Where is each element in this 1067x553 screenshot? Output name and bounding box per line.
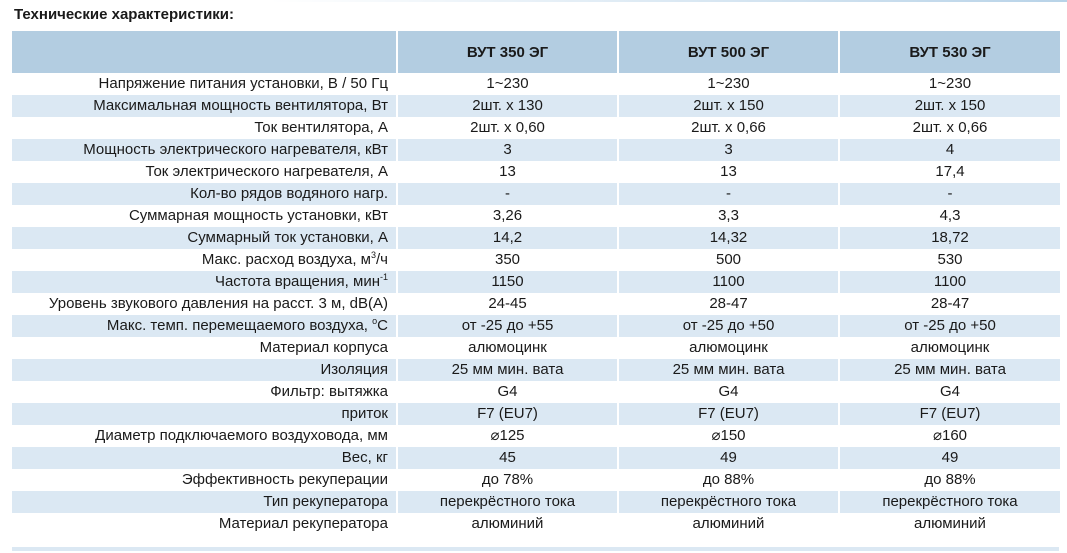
value-cell: 13 (619, 161, 838, 183)
row-label-text: Суммарный ток установки, А (187, 229, 388, 246)
row-label-text: Эффективность рекуперации (181, 471, 388, 488)
header-corner-cell (12, 31, 396, 73)
row-label-text: приток (341, 405, 388, 422)
row-label (12, 337, 396, 359)
value-cell: 14,2 (398, 227, 617, 249)
row-label (12, 447, 396, 469)
value-cell: 3 (619, 139, 838, 161)
table-row (12, 139, 1060, 161)
value-cell: 25 мм мин. вата (398, 359, 617, 381)
value-cell: 1150 (398, 271, 617, 293)
column-header-vut-350: ВУТ 350 ЭГ (398, 31, 617, 73)
table-row (12, 183, 1060, 205)
value-cell: - (840, 183, 1060, 205)
row-label-text: Частота вращения, мин (214, 273, 380, 290)
table-row (12, 425, 1060, 447)
row-label (12, 205, 396, 227)
row-label (12, 73, 396, 95)
value-cell: 3,26 (398, 205, 617, 227)
value-cell: 2шт. х 130 (398, 95, 617, 117)
row-label (12, 513, 396, 535)
value-cell: перекрёстного тока (840, 491, 1060, 513)
table-row (12, 73, 1060, 95)
value-cell: ⌀125 (398, 425, 617, 447)
value-cell: 17,4 (840, 161, 1060, 183)
value-cell: G4 (398, 381, 617, 403)
row-label-suffix: С (377, 317, 388, 334)
row-label (12, 293, 396, 315)
table-row (12, 161, 1060, 183)
value-cell: до 88% (840, 469, 1060, 491)
value-cell: перекрёстного тока (619, 491, 838, 513)
value-cell: 2шт. х 0,66 (840, 117, 1060, 139)
row-label (12, 249, 396, 271)
value-cell: 3,3 (619, 205, 838, 227)
value-cell: от -25 до +50 (619, 315, 838, 337)
row-label (12, 315, 396, 337)
value-cell: 13 (398, 161, 617, 183)
row-label (12, 117, 396, 139)
value-cell: от -25 до +50 (840, 315, 1060, 337)
value-cell: 2шт. х 150 (840, 95, 1060, 117)
row-label-text: Материал корпуса (259, 339, 388, 356)
row-label-superscript: 3 (371, 250, 377, 260)
value-cell: до 88% (619, 469, 838, 491)
table-row (12, 447, 1060, 469)
value-cell: G4 (619, 381, 838, 403)
value-cell: 1~230 (398, 73, 617, 95)
value-cell: 4 (840, 139, 1060, 161)
header-rule (270, 0, 1067, 2)
row-label-text: Мощность электрического нагревателя, кВт (83, 141, 388, 158)
table-row (12, 95, 1060, 117)
table-row (12, 513, 1060, 535)
value-cell: ⌀150 (619, 425, 838, 447)
row-label (12, 425, 396, 447)
table-row (12, 249, 1060, 271)
value-cell: 530 (840, 249, 1060, 271)
row-label-text: Макс. темп. перемещаемого воздуха, (106, 317, 373, 334)
value-cell: 49 (840, 447, 1060, 469)
value-cell: 18,72 (840, 227, 1060, 249)
row-label-superscript: -1 (379, 272, 388, 282)
row-label (12, 381, 396, 403)
row-label-superscript: о (372, 316, 378, 326)
value-cell: 45 (398, 447, 617, 469)
row-label (12, 403, 396, 425)
value-cell: перекрёстного тока (398, 491, 617, 513)
table-body (12, 73, 1060, 535)
value-cell: - (398, 183, 617, 205)
value-cell: 14,32 (619, 227, 838, 249)
value-cell: 1~230 (619, 73, 838, 95)
value-cell: алюминий (840, 513, 1060, 535)
table-row (12, 227, 1060, 249)
value-cell: 4,3 (840, 205, 1060, 227)
column-header-vut-500: ВУТ 500 ЭГ (619, 31, 838, 73)
value-cell: до 78% (398, 469, 617, 491)
value-cell: 49 (619, 447, 838, 469)
value-cell: 1100 (619, 271, 838, 293)
value-cell: 25 мм мин. вата (840, 359, 1060, 381)
table-row (12, 469, 1060, 491)
row-label-text: Максимальная мощность вентилятора, Вт (93, 97, 388, 114)
row-label (12, 139, 396, 161)
value-cell: F7 (EU7) (619, 403, 838, 425)
value-cell: 28-47 (840, 293, 1060, 315)
value-cell: F7 (EU7) (398, 403, 617, 425)
value-cell: 2шт. х 0,60 (398, 117, 617, 139)
value-cell: G4 (840, 381, 1060, 403)
row-label-text: Фильтр: вытяжка (270, 383, 388, 400)
table-header-row (12, 31, 1060, 73)
row-label-suffix: /ч (376, 251, 388, 268)
page-title: Технические характеристики: (14, 6, 235, 23)
table-row (12, 205, 1060, 227)
row-label-text: Кол-во рядов водяного нагр. (190, 185, 388, 202)
value-cell: 3 (398, 139, 617, 161)
row-label-text: Тип рекуператора (263, 493, 388, 510)
value-cell: - (619, 183, 838, 205)
value-cell: 1~230 (840, 73, 1060, 95)
value-cell: 24-45 (398, 293, 617, 315)
row-label-text: Диаметр подключаемого воздуховода, мм (95, 427, 388, 444)
value-cell: алюмоцинк (619, 337, 838, 359)
table-row (12, 403, 1060, 425)
table-row (12, 117, 1060, 139)
row-label-text: Ток вентилятора, А (254, 119, 388, 136)
value-cell: 500 (619, 249, 838, 271)
table-row (12, 271, 1060, 293)
row-label (12, 227, 396, 249)
row-label (12, 271, 396, 293)
value-cell: 28-47 (619, 293, 838, 315)
value-cell: ⌀160 (840, 425, 1060, 447)
table-row (12, 337, 1060, 359)
row-label (12, 359, 396, 381)
table-row (12, 491, 1060, 513)
row-label (12, 183, 396, 205)
row-label (12, 161, 396, 183)
table-row (12, 315, 1060, 337)
row-label-text: Макс. расход воздуха, м (201, 251, 371, 268)
row-label-text: Материал рекуператора (218, 515, 388, 532)
value-cell: алюмоцинк (840, 337, 1060, 359)
column-header-vut-530: ВУТ 530 ЭГ (840, 31, 1060, 73)
row-label-text: Изоляция (320, 361, 388, 378)
table-row (12, 293, 1060, 315)
value-cell: алюмоцинк (398, 337, 617, 359)
value-cell: 350 (398, 249, 617, 271)
footer-rule (12, 547, 1059, 551)
row-label-text: Напряжение питания установки, В / 50 Гц (98, 75, 388, 92)
row-label (12, 491, 396, 513)
value-cell: 1100 (840, 271, 1060, 293)
row-label-text: Суммарная мощность установки, кВт (128, 207, 388, 224)
value-cell: 2шт. х 0,66 (619, 117, 838, 139)
value-cell: F7 (EU7) (840, 403, 1060, 425)
row-label-text: Вес, кг (341, 449, 388, 466)
value-cell: 2шт. х 150 (619, 95, 838, 117)
value-cell: 25 мм мин. вата (619, 359, 838, 381)
table-row (12, 359, 1060, 381)
row-label (12, 469, 396, 491)
row-label-text: Уровень звукового давления на расст. 3 м, dB(A) (48, 295, 388, 312)
value-cell: от -25 до +55 (398, 315, 617, 337)
row-label-text: Ток электрического нагревателя, А (145, 163, 388, 180)
row-label (12, 95, 396, 117)
value-cell: алюминий (398, 513, 617, 535)
specifications-table (10, 31, 1062, 535)
table-row (12, 381, 1060, 403)
value-cell: алюминий (619, 513, 838, 535)
